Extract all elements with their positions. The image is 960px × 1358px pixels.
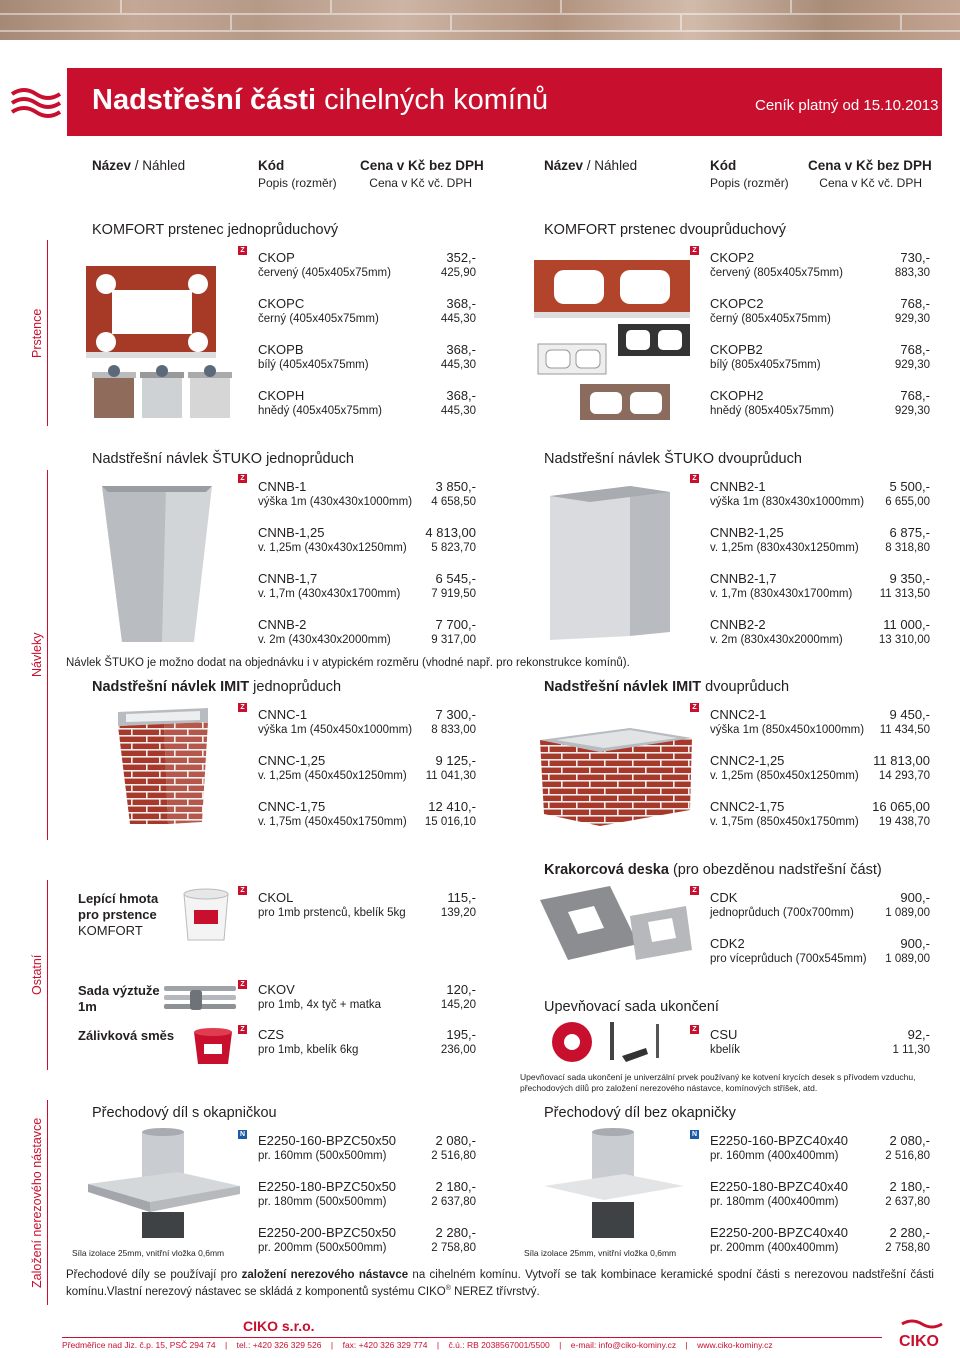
stuko-double-image [520, 472, 702, 652]
product-code: CNNC2-1,75 [710, 799, 785, 814]
product-desc: bílý (805x405x75mm) [710, 359, 821, 371]
col-desc-header: Popis (rozměr) [710, 176, 789, 190]
product-code: CNNC-1,25 [258, 753, 326, 768]
footer-divider [62, 1337, 882, 1338]
product-price: 2 280,- [435, 1225, 476, 1240]
grout-bucket-image [190, 1024, 236, 1068]
product-price: 11 813,00 [873, 753, 930, 768]
side-label-other: Ostatní [26, 880, 48, 1070]
waves-logo-icon [10, 86, 62, 120]
col-desc-header: Popis (rozměr) [258, 176, 337, 190]
product-desc: černý (405x405x75mm) [258, 313, 379, 325]
komfort-ring-single-image [66, 244, 248, 428]
product-price: 2 280,- [889, 1225, 930, 1240]
product-price-vat: 445,30 [440, 405, 476, 417]
product-code: CKOPB2 [710, 342, 763, 357]
product-price-vat: 139,20 [440, 907, 476, 919]
product-code: CKOP2 [710, 250, 755, 265]
product-price: 368,- [446, 388, 476, 403]
product-price-vat: 445,30 [440, 359, 476, 371]
product-code: CNNB-1,25 [258, 525, 325, 540]
mounting-kit-image [536, 1018, 686, 1066]
product-code: CKOV [258, 982, 295, 997]
bottom-note: Přechodové díly se používají pro založení nerezového nástavce na cihelném komínu. Vytvoří se tak kombinace keramické spodní části s nerezovou nadstřešní části komínu.Vlastní nerezový nástavec se skládá z komponentů systému CIKO® NEREZ třívrstvý. [66, 1269, 934, 1298]
product-price-vat: 6 655,00 [885, 496, 930, 508]
tag-z: Z [690, 703, 699, 712]
product-desc: v. 1,7m (830x430x1700mm) [710, 588, 853, 600]
tag-z: Z [690, 474, 699, 483]
product-price-vat: 4 658,50 [431, 496, 476, 508]
product-desc: hnědý (405x405x75mm) [258, 405, 383, 417]
section-title-komfort-2: KOMFORT prstenec dvouprůduchový [544, 222, 787, 238]
section-title-stuko-1: Nadstřešní návlek ŠTUKO jednoprůduch [92, 451, 354, 467]
col-code-header: Kód [710, 158, 737, 173]
tag-z: Z [690, 886, 699, 895]
product-price: 6 875,- [889, 525, 930, 540]
product-price: 368,- [446, 342, 476, 357]
product-desc: pr. 160mm (500x500mm) [258, 1150, 387, 1162]
product-desc: výška 1m (450x450x1000mm) [258, 724, 413, 736]
product-desc: kbelík [710, 1044, 741, 1056]
product-code: E2250-160-BPZC40x40 [710, 1133, 849, 1148]
product-price-vat: 929,30 [894, 313, 930, 325]
product-price: 730,- [900, 250, 930, 265]
tag-z: Z [238, 1025, 247, 1034]
product-price: 5 500,- [889, 479, 930, 494]
product-price: 3 850,- [435, 479, 476, 494]
product-price-vat: 1 089,00 [885, 953, 930, 965]
product-desc: v. 1,75m (450x450x1750mm) [258, 816, 407, 828]
product-code: CNNB2-1 [710, 479, 766, 494]
product-price-vat: 8 318,80 [885, 542, 930, 554]
product-price-vat: 13 310,00 [878, 634, 930, 646]
product-code: CNNB2-2 [710, 617, 766, 632]
col-vat-header: Cena v Kč vč. DPH [819, 176, 922, 190]
product-price-vat: 425,90 [440, 267, 476, 279]
product-code: CKOPC [258, 296, 305, 311]
tag-n: N [239, 1131, 246, 1138]
tag-z: Z [238, 886, 247, 895]
product-price-vat: 11 434,50 [879, 724, 930, 736]
product-price: 195,- [446, 1027, 476, 1042]
reinforcement-rods-image [160, 978, 240, 1018]
insulation-note: Síla izolace 25mm, vnitřní vložka 0,6mm [524, 1248, 677, 1258]
other-item-label [78, 891, 178, 939]
product-price-vat: 8 833,00 [431, 724, 476, 736]
product-desc: pro 1mb prstenců, kbelík 5kg [258, 907, 406, 919]
product-desc: pr. 180mm (400x400mm) [710, 1196, 839, 1208]
product-code: CKOL [258, 890, 294, 905]
section-title-komfort-1: KOMFORT prstenec jednoprůduchový [92, 222, 339, 238]
ciko-logo-text: CIKO [899, 1333, 939, 1350]
product-code: CKOPC2 [710, 296, 764, 311]
product-price: 4 813,00 [425, 525, 476, 540]
col-name-header: Název / Náhled [544, 158, 638, 173]
product-code: E2250-200-BPZC40x40 [710, 1225, 849, 1240]
product-price-vat: 2 637,80 [431, 1196, 476, 1208]
product-desc: pr. 200mm (500x500mm) [258, 1242, 387, 1254]
product-code: E2250-180-BPZC50x50 [258, 1179, 397, 1194]
product-code: CDK [710, 890, 738, 905]
product-price: 2 180,- [435, 1179, 476, 1194]
stuko-note: Návlek ŠTUKO je možno dodat na objednávku i v atypickém rozměru (vhodné např. pro rekonstrukce komínů). [66, 657, 630, 669]
product-desc: bílý (405x405x75mm) [258, 359, 369, 371]
product-desc: pro 1mb, kbelík 6kg [258, 1044, 359, 1056]
product-desc: v. 1,25m (850x450x1250mm) [710, 770, 859, 782]
brick-wall-banner [0, 0, 960, 40]
product-code: CKOP [258, 250, 295, 265]
product-price-vat: 11 313,50 [879, 588, 930, 600]
product-code: CNNC2-1,25 [710, 753, 785, 768]
product-price: 768,- [900, 342, 930, 357]
product-price: 9 350,- [889, 571, 930, 586]
col-vat-header: Cena v Kč vč. DPH [369, 176, 472, 190]
product-price-vat: 5 823,70 [431, 542, 476, 554]
product-desc: pr. 160mm (400x400mm) [710, 1150, 839, 1162]
product-price-vat: 2 516,80 [885, 1150, 930, 1162]
product-price: 12 410,- [428, 799, 476, 814]
product-desc: v. 1,25m (430x430x1250mm) [258, 542, 407, 554]
col-code-header: Kód [258, 158, 285, 173]
other-item-label-bold: Zálivková směs [78, 1028, 175, 1043]
product-price: 2 080,- [435, 1133, 476, 1148]
side-label-sleeves: Návleky [26, 470, 48, 840]
other-item-label-bold: Sada výztuže 1m [78, 983, 160, 1014]
section-title-prechod-1: Přechodový díl s okapničkou [92, 1105, 277, 1121]
section-title-upev: Upevňovací sada ukončení [544, 999, 719, 1015]
product-price: 11 000,- [883, 617, 930, 632]
product-desc: černý (805x405x75mm) [710, 313, 831, 325]
product-price-vat: 2 516,80 [431, 1150, 476, 1162]
product-price: 900,- [900, 890, 930, 905]
other-item-label [78, 1028, 178, 1044]
product-price-vat: 236,00 [440, 1044, 476, 1056]
side-label-base: Založení nerezového nástavce [26, 1100, 48, 1305]
insulation-note: Síla izolace 25mm, vnitřní vložka 0,6mm [72, 1248, 225, 1258]
product-price-vat: 145,20 [440, 999, 476, 1011]
komfort-ring-double-image [520, 244, 702, 428]
product-price: 368,- [446, 296, 476, 311]
product-price: 7 700,- [435, 617, 476, 632]
footer-company: CIKO s.r.o. [243, 1318, 315, 1334]
product-price: 120,- [446, 982, 476, 997]
product-desc: pro 1mb, 4x tyč + matka [258, 999, 382, 1011]
imit-double-image [520, 710, 705, 830]
product-desc: v. 1,25m (830x430x1250mm) [710, 542, 859, 554]
col-name-header: Název / Náhled [92, 158, 186, 173]
product-price-vat: 1 11,30 [892, 1044, 930, 1056]
section-title-imit-2: Nadstřešní návlek IMIT dvouprůduch [544, 679, 790, 695]
product-price-vat: 9 317,00 [431, 634, 476, 646]
product-code: CKOPB [258, 342, 304, 357]
product-code: CNNC-1,75 [258, 799, 326, 814]
product-desc: výška 1m (430x430x1000mm) [258, 496, 413, 508]
side-label-rings: Prstence [26, 240, 48, 426]
footer-address: Předměřice nad Jiz. č.p. 15, PSČ 294 74 | tel.: +420 326 329 526 | fax: +420 326 329 774 | č.ú.: RB 2038567001/5500 | e-mail: info@ciko-kominy.cz | www.ciko-kominy.cz [62, 1340, 773, 1350]
product-desc: v. 1,7m (430x430x1700mm) [258, 588, 401, 600]
product-code: CNNB-1 [258, 479, 307, 494]
product-price-vat: 14 293,70 [878, 770, 930, 782]
valid-from: Ceník platný od 15.10.2013 [755, 97, 939, 114]
product-price: 2 080,- [889, 1133, 930, 1148]
product-price-vat: 2 758,80 [885, 1242, 930, 1254]
product-price-vat: 11 041,30 [425, 770, 476, 782]
product-desc: v. 1,75m (850x450x1750mm) [710, 816, 859, 828]
product-desc: červený (805x405x75mm) [710, 267, 843, 279]
product-code: CKOPH2 [710, 388, 764, 403]
other-item-label-rest: KOMFORT [78, 923, 143, 938]
product-desc: pro víceprůduch (700x545mm) [710, 953, 867, 965]
product-price: 9 125,- [435, 753, 476, 768]
tag-z: Z [690, 246, 699, 255]
product-desc: výška 1m (830x430x1000mm) [710, 496, 865, 508]
section-title-krakor: Krakorcová deska (pro obezděnou nadstřešní část) [544, 862, 882, 878]
product-price: 2 180,- [889, 1179, 930, 1194]
corbel-slab-image [530, 880, 695, 980]
section-title-stuko-2: Nadstřešní návlek ŠTUKO dvouprůduch [544, 451, 802, 467]
page-title: Nadstřešní části cihelných komínů [92, 84, 549, 116]
tag-z: Z [238, 474, 247, 483]
product-code: CNNC-1 [258, 707, 308, 722]
product-code: CNNB-2 [258, 617, 307, 632]
product-desc: výška 1m (850x450x1000mm) [710, 724, 865, 736]
other-item-label-bold: Lepící hmota pro prstence [78, 891, 159, 922]
col-price-header: Cena v Kč bez DPH [808, 158, 932, 173]
product-price-vat: 929,30 [894, 405, 930, 417]
product-code: E2250-200-BPZC50x50 [258, 1225, 397, 1240]
product-code: CSU [710, 1027, 738, 1042]
adhesive-bucket-image [176, 884, 236, 946]
product-code: CDK2 [710, 936, 745, 951]
product-price-vat: 15 016,10 [424, 816, 476, 828]
product-desc: v. 1,25m (450x450x1250mm) [258, 770, 407, 782]
imit-single-image [90, 700, 240, 830]
product-code: CKOPH [258, 388, 305, 403]
product-code: CNNB2-1,25 [710, 525, 784, 540]
section-title-prechod-2: Přechodový díl bez okapničky [544, 1105, 736, 1121]
product-code: CNNB2-1,7 [710, 571, 777, 586]
product-price-vat: 1 089,00 [885, 907, 930, 919]
product-code: E2250-160-BPZC50x50 [258, 1133, 397, 1148]
product-price: 352,- [446, 250, 476, 265]
section-title-imit-1: Nadstřešní návlek IMIT jednoprůduch [92, 679, 342, 695]
tag-z: Z [238, 980, 247, 989]
product-price-vat: 445,30 [440, 313, 476, 325]
product-desc: v. 2m (830x430x2000mm) [710, 634, 843, 646]
ciko-logo [896, 1316, 946, 1350]
ciko-logo-icon [896, 1316, 946, 1350]
product-price-vat: 19 438,70 [878, 816, 930, 828]
product-code: E2250-180-BPZC40x40 [710, 1179, 849, 1194]
tag-z: Z [238, 246, 247, 255]
product-code: CNNB-1,7 [258, 571, 318, 586]
tag-z: Z [238, 703, 247, 712]
product-price: 16 065,00 [872, 799, 930, 814]
product-desc: pr. 200mm (400x400mm) [710, 1242, 839, 1254]
col-price-header: Cena v Kč bez DPH [360, 158, 484, 173]
tag-z: Z [690, 1025, 699, 1034]
tag-n: N [691, 1131, 698, 1138]
product-price-vat: 2 758,80 [431, 1242, 476, 1254]
product-price: 115,- [447, 890, 476, 905]
product-price: 6 545,- [435, 571, 476, 586]
product-desc: pr. 180mm (500x500mm) [258, 1196, 387, 1208]
product-desc: červený (405x405x75mm) [258, 267, 391, 279]
product-price: 900,- [900, 936, 930, 951]
upev-note: Upevňovací sada ukončení je univerzální prvek používaný ke kotvení krycích desek s přívodem vzduchu, přechodových dílů pro založení nerezového nástavce, komínových stříšek, atd. [520, 1072, 916, 1093]
product-price: 768,- [900, 296, 930, 311]
product-price: 92,- [907, 1027, 930, 1042]
product-price: 768,- [900, 388, 930, 403]
product-code: CZS [258, 1027, 284, 1042]
product-code: CNNC2-1 [710, 707, 767, 722]
product-price-vat: 2 637,80 [885, 1196, 930, 1208]
product-price: 9 450,- [889, 707, 930, 722]
product-price: 7 300,- [435, 707, 476, 722]
product-desc: v. 2m (430x430x2000mm) [258, 634, 391, 646]
product-desc: jednoprůduch (700x700mm) [710, 907, 854, 919]
product-price-vat: 929,30 [894, 359, 930, 371]
product-price-vat: 883,30 [894, 267, 930, 279]
stuko-single-image [66, 472, 248, 652]
product-price-vat: 7 919,50 [431, 588, 476, 600]
transition-drip-image [78, 1128, 248, 1246]
product-desc: hnědý (805x405x75mm) [710, 405, 835, 417]
transition-nodrip-image [534, 1128, 694, 1246]
